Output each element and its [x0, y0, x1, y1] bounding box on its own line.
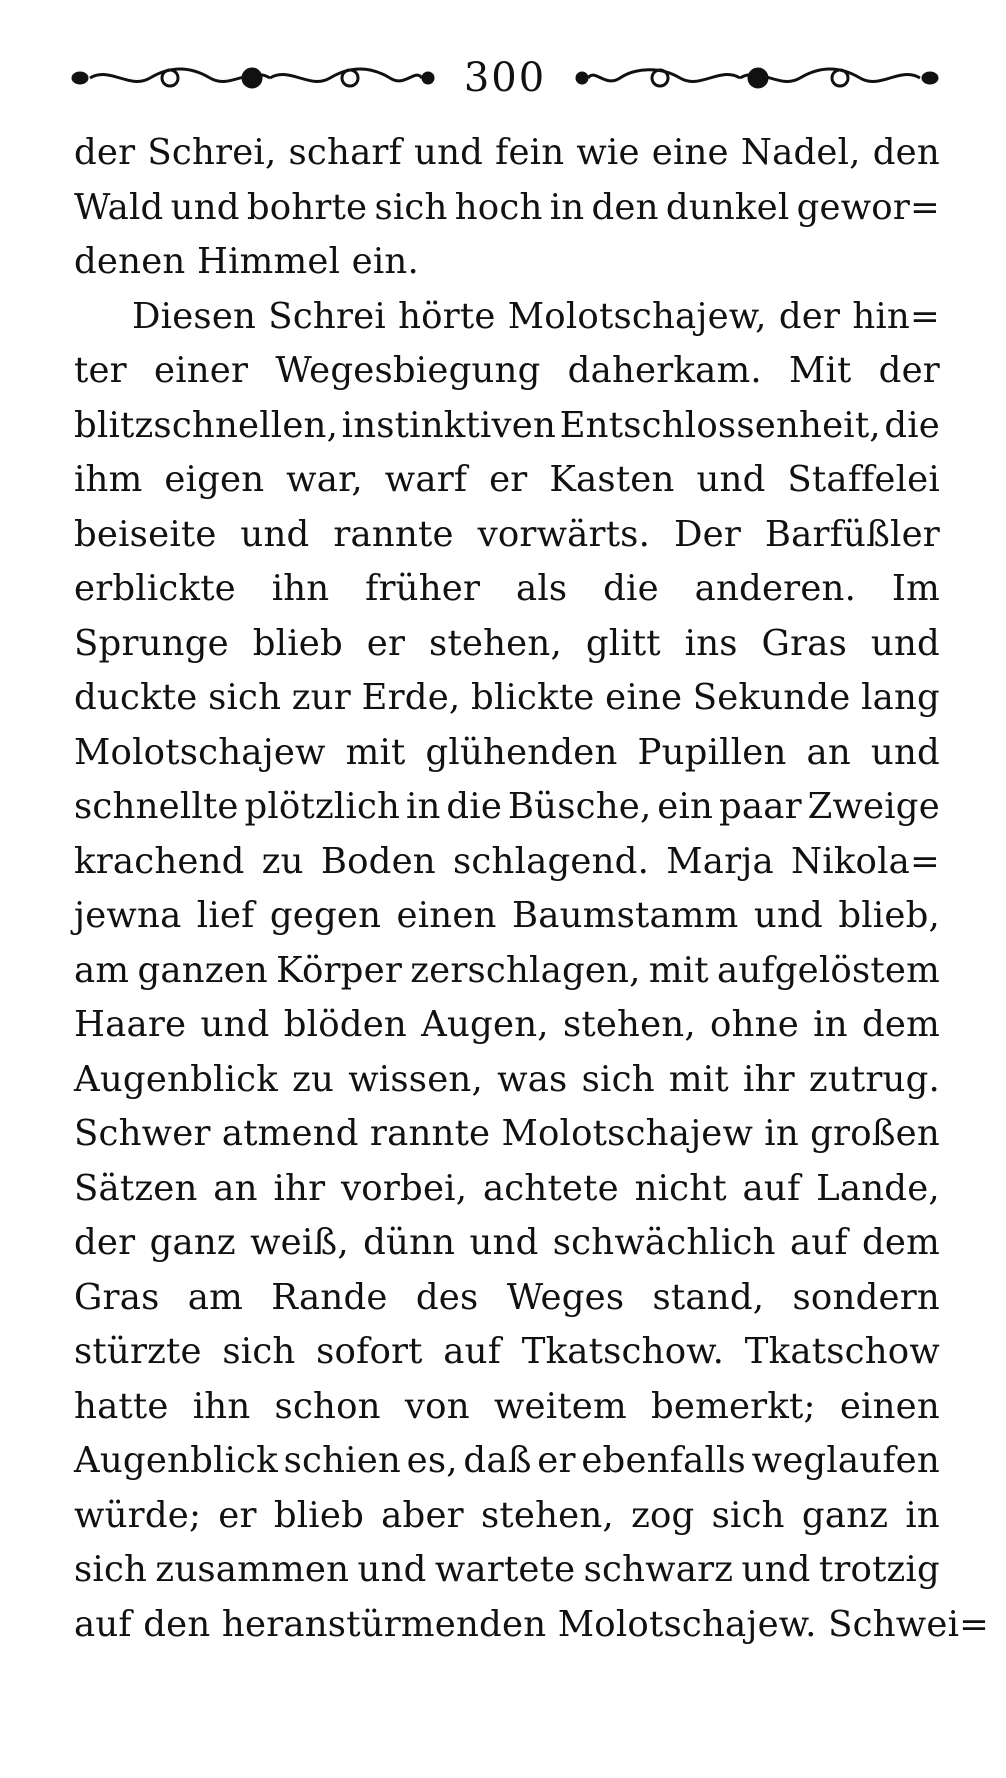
text-line: blitzschnellen, instinktiven Entschlossenheit, die	[74, 404, 940, 446]
text-line: Sätzen an ihr vorbei, achtete nicht auf Lande,	[74, 1167, 940, 1209]
text-line: beiseite und rannte vorwärts. Der Barfüßler	[74, 513, 940, 555]
text-line: ter einer Wegesbiegung daherkam. Mit der	[74, 350, 940, 391]
page-number: 300	[463, 55, 547, 101]
text-line: hatte ihn schon von weitem bemerkt; einen	[74, 1385, 940, 1427]
text-line: erblickte ihn früher als die anderen. Im	[74, 568, 940, 609]
text-line: der Schrei, scharf und fein wie eine Nadel, den	[74, 132, 940, 173]
text-line: Schwer atmend rannte Molotschajew in großen	[74, 1113, 940, 1154]
floral-ornament-icon	[575, 64, 940, 92]
text-line: jewna lief gegen einen Baumstamm und blieb,	[74, 895, 940, 936]
page-header	[70, 48, 940, 108]
body-text	[74, 126, 990, 1652]
text-line: stürzte sich sofort auf Tkatschow. Tkatschow	[74, 1331, 940, 1372]
text-line: Gras am Rande des Weges stand, sondern	[74, 1276, 940, 1318]
text-line: sich zusammen und wartete schwarz und trotzig	[74, 1549, 940, 1590]
text-line: der ganz weiß, dünn und schwächlich auf dem	[74, 1222, 940, 1263]
text-line: Haare und blöden Augen, stehen, ohne in dem	[74, 1004, 940, 1045]
text-line: ihm eigen war, warf er Kasten und Staffelei	[74, 459, 940, 500]
text-line: auf den heranstürmenden Molotschajew. Schwei=	[74, 1603, 990, 1645]
text-line: würde; er blieb aber stehen, zog sich ganz in	[74, 1494, 940, 1536]
text-line: Augenblick schien es, daß er ebenfalls weglaufen	[74, 1440, 940, 1481]
text-line: Wald und bohrte sich hoch in den dunkel gewor=	[74, 186, 940, 228]
text-line: Molotschajew mit glühenden Pupillen an und	[74, 731, 940, 773]
text-line: denen Himmel ein.	[74, 241, 419, 282]
text-line: krachend zu Boden schlagend. Marja Nikola=	[74, 840, 940, 882]
text-line: Sprunge blieb er stehen, glitt ins Gras und	[74, 622, 940, 664]
text-line: Diesen Schrei hörte Molotschajew, der hin=	[132, 295, 940, 337]
text-line: duckte sich zur Erde, blickte eine Sekunde lang	[74, 677, 940, 718]
text-line: am ganzen Körper zerschlagen, mit aufgelöstem	[74, 949, 940, 991]
text-line: Augenblick zu wissen, was sich mit ihr zutrug.	[74, 1058, 940, 1100]
floral-ornament-icon	[70, 64, 435, 92]
text-line: schnellte plötzlich in die Büsche, ein paar Zweige	[74, 786, 940, 827]
